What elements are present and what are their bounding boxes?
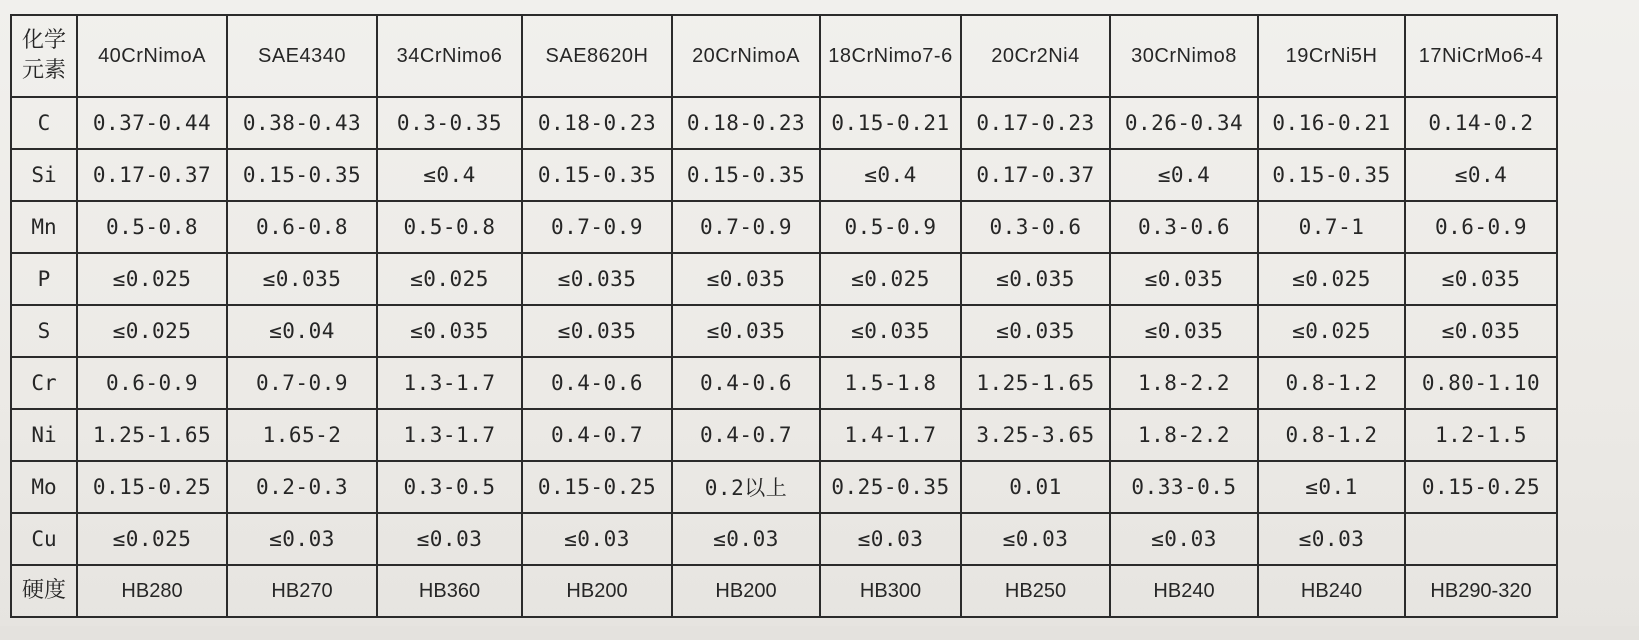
composition-cell: ≤0.025 (77, 305, 227, 357)
element-label: S (11, 305, 77, 357)
composition-cell: ≤0.03 (961, 513, 1110, 565)
composition-cell: ≤0.025 (377, 253, 522, 305)
composition-cell: 0.7-0.9 (227, 357, 377, 409)
composition-cell: 0.4-0.6 (522, 357, 672, 409)
composition-cell: ≤0.025 (820, 253, 961, 305)
composition-cell: ≤0.025 (1258, 305, 1405, 357)
composition-cell: ≤0.035 (1110, 305, 1258, 357)
composition-cell: 0.5-0.8 (77, 201, 227, 253)
hardness-cell: HB360 (377, 565, 522, 617)
composition-cell: ≤0.025 (1258, 253, 1405, 305)
composition-cell: 0.26-0.34 (1110, 97, 1258, 149)
composition-cell: 1.25-1.65 (77, 409, 227, 461)
table-row (11, 409, 1557, 461)
composition-cell: 1.8-2.2 (1110, 357, 1258, 409)
corner-label-line1: 化学 (21, 28, 66, 53)
hardness-cell: HB250 (961, 565, 1110, 617)
composition-cell: ≤0.03 (377, 513, 522, 565)
composition-cell: 0.33-0.5 (1110, 461, 1258, 513)
element-label: Cr (11, 357, 77, 409)
composition-cell: 1.5-1.8 (820, 357, 961, 409)
composition-cell: ≤0.4 (377, 149, 522, 201)
composition-cell: ≤0.03 (820, 513, 961, 565)
composition-cell: 0.18-0.23 (522, 97, 672, 149)
composition-cell: 0.8-1.2 (1258, 409, 1405, 461)
composition-cell: 0.2以上 (672, 461, 820, 513)
composition-cell: 1.2-1.5 (1405, 409, 1557, 461)
composition-cell: 0.15-0.25 (77, 461, 227, 513)
composition-cell: ≤0.035 (961, 253, 1110, 305)
composition-cell: ≤0.035 (522, 253, 672, 305)
header-row (11, 15, 1557, 97)
composition-cell: ≤0.03 (1258, 513, 1405, 565)
composition-cell: 0.7-0.9 (672, 201, 820, 253)
chemical-composition-table (10, 14, 1558, 618)
composition-cell: ≤0.035 (377, 305, 522, 357)
grade-header: 20Cr2Ni4 (961, 15, 1110, 97)
composition-cell: 0.4-0.7 (672, 409, 820, 461)
composition-cell: ≤0.035 (522, 305, 672, 357)
composition-cell: 0.15-0.25 (522, 461, 672, 513)
composition-cell: ≤0.035 (1405, 253, 1557, 305)
table-row (11, 305, 1557, 357)
composition-cell: ≤0.03 (1110, 513, 1258, 565)
element-label: Si (11, 149, 77, 201)
composition-cell: ≤0.4 (1405, 149, 1557, 201)
composition-cell: ≤0.025 (77, 253, 227, 305)
hardness-label: 硬度 (11, 565, 77, 617)
hardness-cell: HB200 (672, 565, 820, 617)
composition-cell: 0.01 (961, 461, 1110, 513)
grade-header: SAE4340 (227, 15, 377, 97)
composition-cell: 0.37-0.44 (77, 97, 227, 149)
element-label: Mn (11, 201, 77, 253)
grade-header: 19CrNi5H (1258, 15, 1405, 97)
corner-label-line2: 元素 (21, 58, 66, 83)
composition-cell: 0.17-0.23 (961, 97, 1110, 149)
composition-cell: 0.7-1 (1258, 201, 1405, 253)
composition-cell: 1.4-1.7 (820, 409, 961, 461)
composition-cell: 0.3-0.5 (377, 461, 522, 513)
composition-cell: ≤0.035 (961, 305, 1110, 357)
hardness-cell: HB270 (227, 565, 377, 617)
composition-cell: ≤0.035 (1110, 253, 1258, 305)
table-row (11, 201, 1557, 253)
page-bottom-edge (0, 626, 1639, 640)
composition-cell: 0.15-0.25 (1405, 461, 1557, 513)
composition-cell: 0.17-0.37 (77, 149, 227, 201)
composition-cell: 0.6-0.9 (77, 357, 227, 409)
table-row (11, 149, 1557, 201)
element-label: C (11, 97, 77, 149)
composition-cell: 0.25-0.35 (820, 461, 961, 513)
hardness-cell: HB240 (1110, 565, 1258, 617)
composition-cell: 0.17-0.37 (961, 149, 1110, 201)
composition-cell: ≤0.025 (77, 513, 227, 565)
composition-cell: 0.2-0.3 (227, 461, 377, 513)
composition-cell: ≤0.035 (227, 253, 377, 305)
composition-cell: 0.15-0.35 (672, 149, 820, 201)
composition-cell: 0.4-0.7 (522, 409, 672, 461)
composition-cell: ≤0.035 (1405, 305, 1557, 357)
composition-cell: 0.15-0.35 (522, 149, 672, 201)
composition-cell: 0.6-0.8 (227, 201, 377, 253)
element-label: Ni (11, 409, 77, 461)
composition-cell: 1.65-2 (227, 409, 377, 461)
grade-header: 34CrNimo6 (377, 15, 522, 97)
table-row (11, 357, 1557, 409)
composition-cell: 0.18-0.23 (672, 97, 820, 149)
composition-cell: 0.38-0.43 (227, 97, 377, 149)
table-row (11, 253, 1557, 305)
composition-cell: 0.4-0.6 (672, 357, 820, 409)
grade-header: 20CrNimoA (672, 15, 820, 97)
composition-cell (1405, 513, 1557, 565)
hardness-row (11, 565, 1557, 617)
grade-header: 18CrNimo7-6 (820, 15, 961, 97)
hardness-cell: HB300 (820, 565, 961, 617)
composition-cell: ≤0.4 (1110, 149, 1258, 201)
composition-cell: ≤0.04 (227, 305, 377, 357)
composition-cell: ≤0.4 (820, 149, 961, 201)
composition-cell: 3.25-3.65 (961, 409, 1110, 461)
composition-cell: 1.8-2.2 (1110, 409, 1258, 461)
composition-cell: 0.3-0.6 (961, 201, 1110, 253)
corner-header (11, 15, 77, 97)
element-label: P (11, 253, 77, 305)
hardness-cell: HB200 (522, 565, 672, 617)
grade-header: 40CrNimoA (77, 15, 227, 97)
composition-cell: 0.6-0.9 (1405, 201, 1557, 253)
composition-cell: 1.25-1.65 (961, 357, 1110, 409)
composition-cell: ≤0.03 (227, 513, 377, 565)
hardness-cell: HB280 (77, 565, 227, 617)
composition-cell: 1.3-1.7 (377, 357, 522, 409)
composition-cell: ≤0.035 (672, 305, 820, 357)
grade-header: 17NiCrMo6-4 (1405, 15, 1557, 97)
table-row (11, 461, 1557, 513)
composition-cell: 0.8-1.2 (1258, 357, 1405, 409)
composition-cell: ≤0.1 (1258, 461, 1405, 513)
composition-cell: ≤0.03 (672, 513, 820, 565)
composition-cell: 0.5-0.9 (820, 201, 961, 253)
composition-cell: 0.16-0.21 (1258, 97, 1405, 149)
grade-header: 30CrNimo8 (1110, 15, 1258, 97)
grade-header: SAE8620H (522, 15, 672, 97)
composition-cell: 0.3-0.6 (1110, 201, 1258, 253)
table-row (11, 97, 1557, 149)
composition-cell: 0.3-0.35 (377, 97, 522, 149)
composition-cell: 0.15-0.35 (1258, 149, 1405, 201)
composition-cell: 1.3-1.7 (377, 409, 522, 461)
hardness-cell: HB240 (1258, 565, 1405, 617)
composition-cell: ≤0.035 (820, 305, 961, 357)
composition-cell: ≤0.035 (672, 253, 820, 305)
composition-cell: 0.14-0.2 (1405, 97, 1557, 149)
composition-cell: 0.80-1.10 (1405, 357, 1557, 409)
element-label: Mo (11, 461, 77, 513)
composition-cell: ≤0.03 (522, 513, 672, 565)
element-label: Cu (11, 513, 77, 565)
composition-cell: 0.15-0.35 (227, 149, 377, 201)
table-row (11, 513, 1557, 565)
hardness-cell: HB290-320 (1405, 565, 1557, 617)
composition-cell: 0.7-0.9 (522, 201, 672, 253)
composition-cell: 0.5-0.8 (377, 201, 522, 253)
composition-cell: 0.15-0.21 (820, 97, 961, 149)
